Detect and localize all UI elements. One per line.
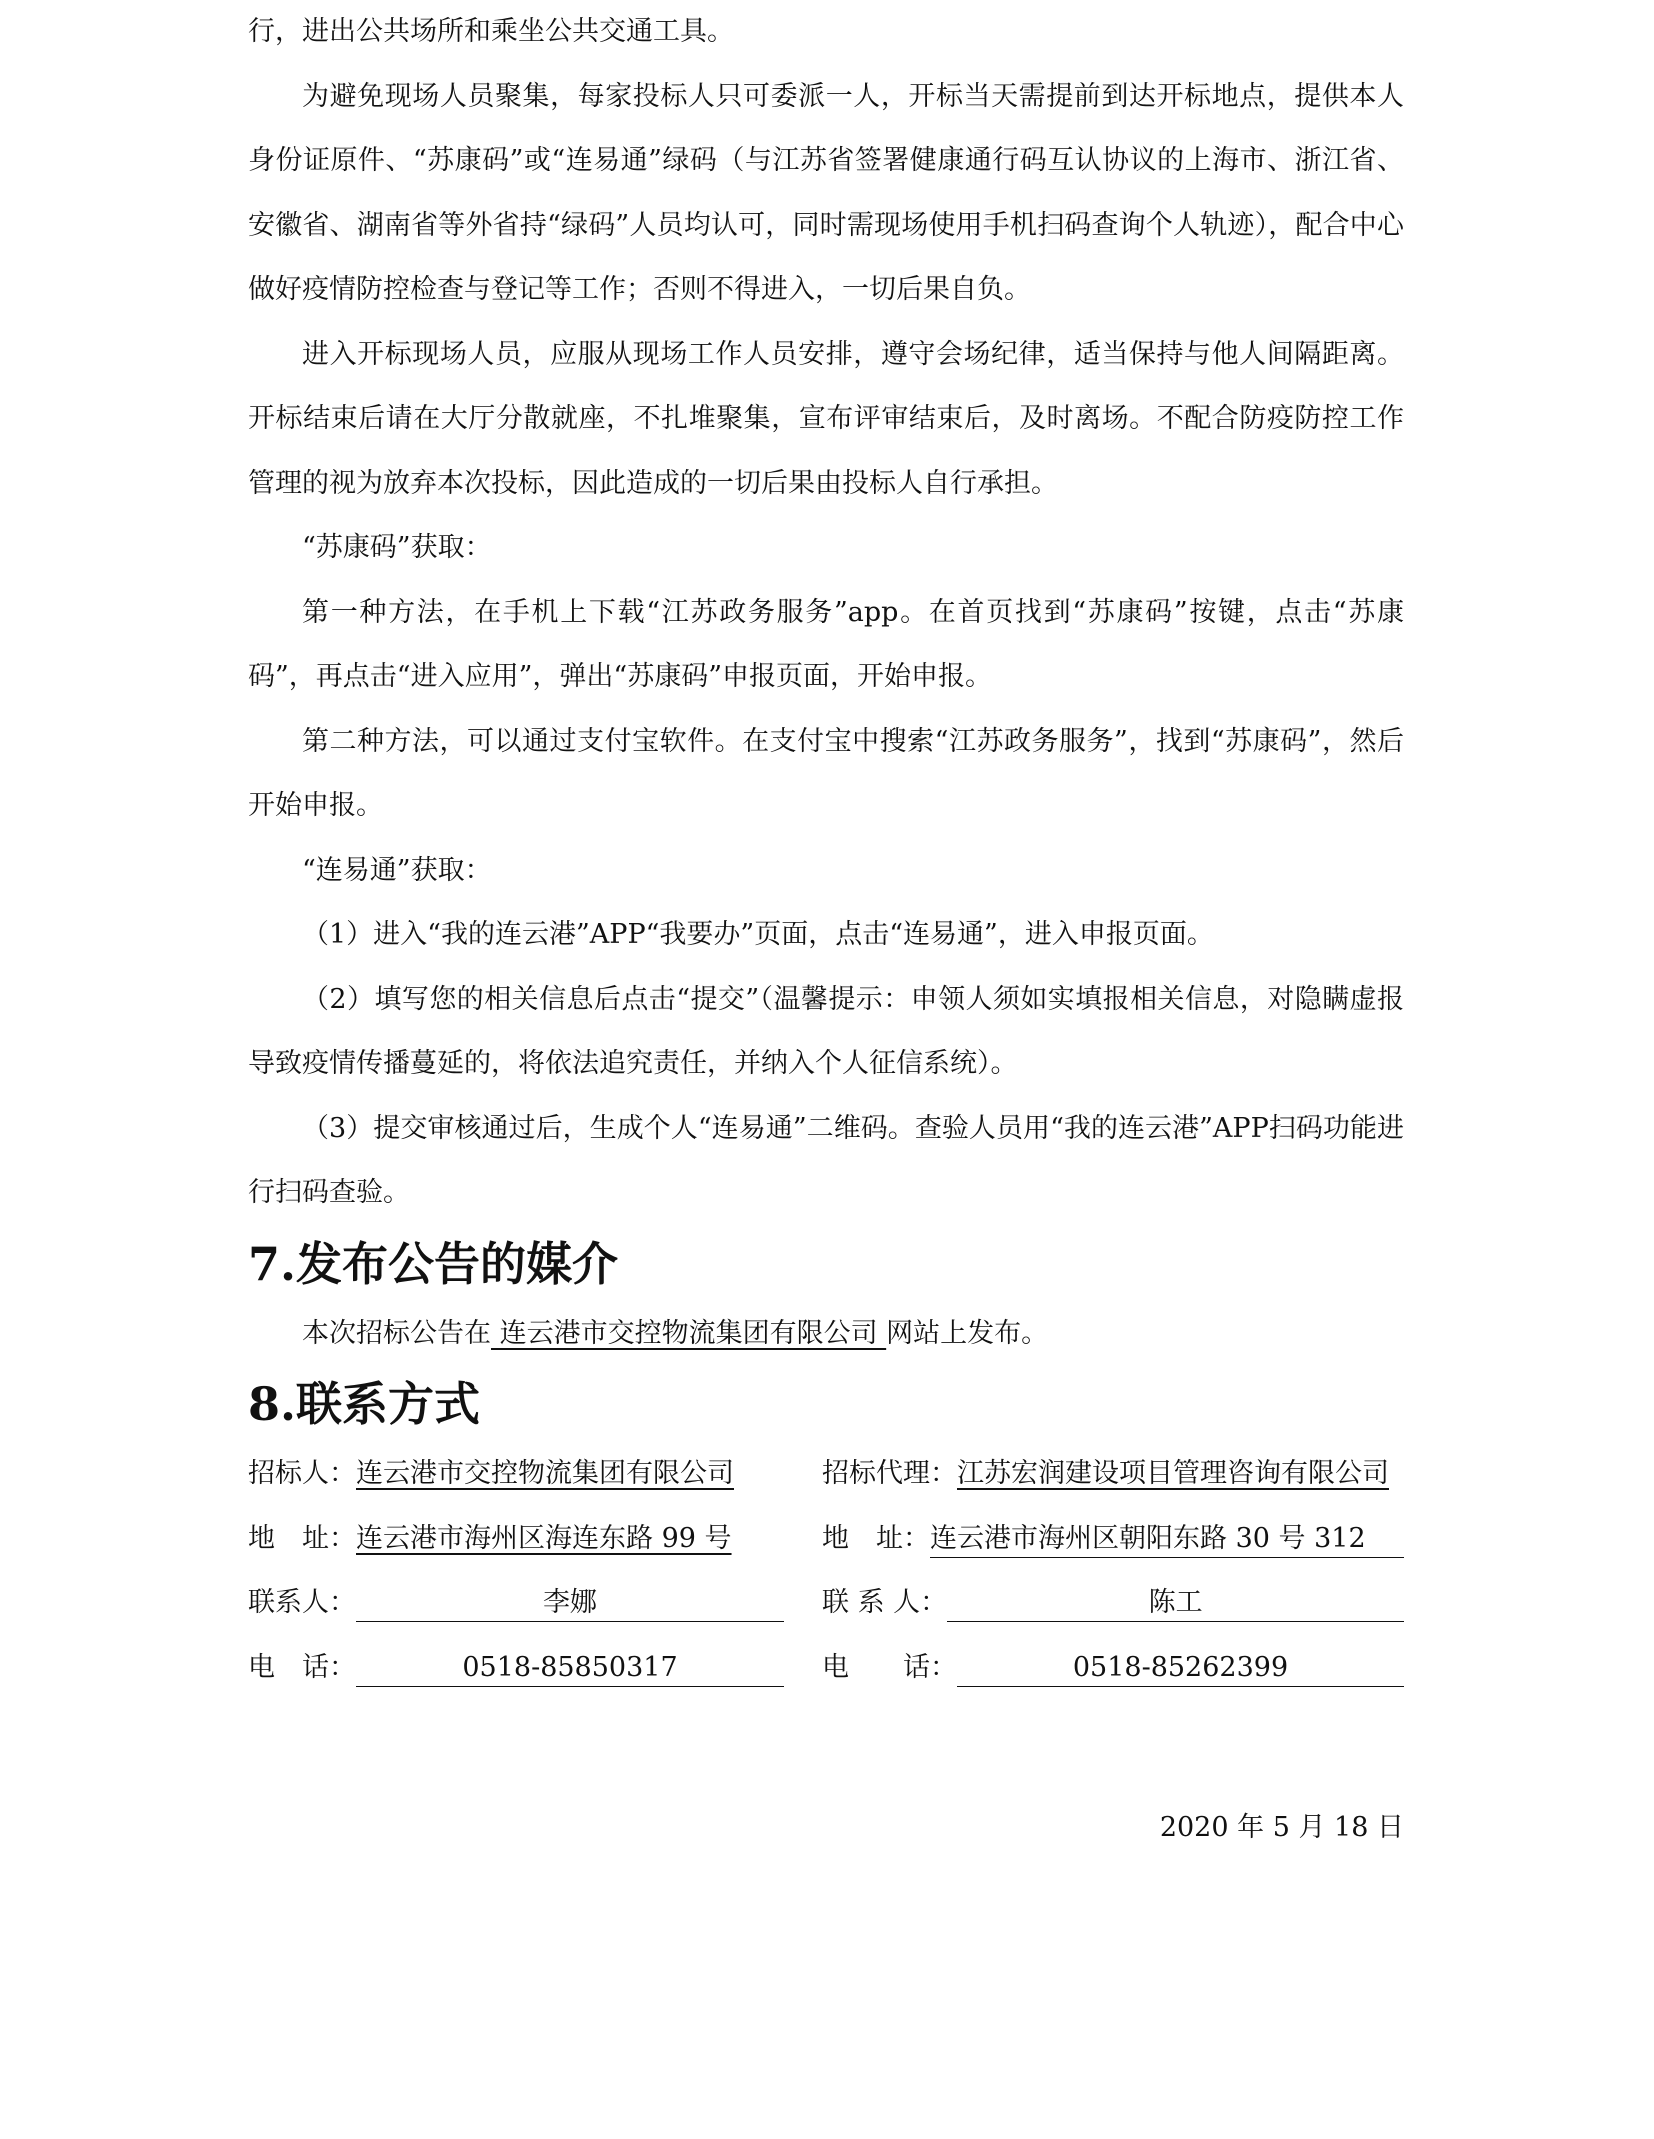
contact-right-value: 陈工: [947, 1585, 1404, 1622]
contact-table: [248, 1442, 1404, 1700]
paragraph-step-two: （2）填写您的相关信息后点击“提交”（温馨提示：申领人须如实填报相关信息，对隐瞒虚报导致疫情传播蔓延的，将依法追究责任，并纳入个人征信系统）。: [248, 983, 1404, 1079]
address-left-value: 连云港市海州区海连东路 99 号: [356, 1522, 732, 1554]
section-7-text-after: 网站上发布。: [886, 1317, 1049, 1349]
contact-left-label: 联系人：: [248, 1587, 356, 1618]
phone-left-value: 0518-85850317: [356, 1650, 784, 1687]
paragraph-continuation: 行，进出公共场所和乘坐公共交通工具。: [248, 16, 734, 47]
paragraph-crowd-avoidance: 为避免现场人员聚集，每家投标人只可委派一人，开标当天需提前到达开标地点，提供本人身份证原件、“苏康码”或“连易通”绿码（与江苏省签署健康通行码互认协议的上海市、浙江省、安徽省、湖南省等外省持“绿码”人员均认可，同时需现场使用手机扫码查询个人轨迹），配合中心做好疫情防控检查与登记等工作；否则不得进入，一切后果自负。: [248, 80, 1404, 305]
tenderer-label: 招标人：: [248, 1458, 356, 1489]
phone-left-cell: [248, 1636, 808, 1701]
section-7-text: [248, 1302, 1404, 1367]
tenderer-cell: [248, 1442, 808, 1507]
contact-left-cell: [248, 1571, 808, 1636]
contact-right-cell: [808, 1571, 1404, 1636]
address-right-cell: [808, 1507, 1404, 1572]
agent-value: 江苏宏润建设项目管理咨询有限公司: [957, 1458, 1389, 1489]
address-left-label: 地 址：: [248, 1522, 356, 1554]
contact-right-label: 联 系 人：: [822, 1587, 948, 1618]
paragraph-venue-rules: 进入开标现场人员，应服从现场工作人员安排，遵守会场纪律，适当保持与他人间隔距离。开标结束后请在大厅分散就座，不扎堆聚集，宣布评审结束后，及时离场。不配合防疫防控工作管理的视为放弃本次投标，因此造成的一切后果由投标人自行承担。: [248, 338, 1404, 499]
paragraph-sukangma-heading: “苏康码”获取：: [302, 532, 492, 563]
section-7-heading: 7.发布公告的媒介: [248, 1236, 619, 1291]
contact-left-value: 李娜: [356, 1585, 784, 1622]
paragraph-lianyitong-heading: “连易通”获取：: [302, 854, 492, 886]
address-right-value: 连云港市海州区朝阳东路 30 号 312: [930, 1521, 1404, 1558]
paragraph-step-three: （3）提交审核通过后，生成个人“连易通”二维码。查验人员用“我的连云港”APP扫码功能进行扫码查验。: [248, 1112, 1404, 1208]
address-right-label: 地 址：: [822, 1522, 930, 1554]
section-8-heading: 8.联系方式: [248, 1377, 481, 1431]
agent-cell: [808, 1442, 1404, 1507]
section-7-text-before: 本次招标公告在: [302, 1317, 491, 1349]
document-page: [248, 0, 1404, 1843]
document-date: 2020 年 5 月 18 日: [1159, 1812, 1404, 1843]
phone-left-label: 电 话：: [248, 1651, 356, 1683]
paragraph-method-two: 第二种方法，可以通过支付宝软件。在支付宝中搜索“江苏政务服务”，找到“苏康码”，然后开始申报。: [248, 725, 1404, 821]
publisher-name: 连云港市交控物流集团有限公司: [491, 1317, 887, 1349]
address-left-cell: [248, 1507, 808, 1572]
phone-right-value: 0518-85262399: [957, 1650, 1404, 1687]
paragraph-method-one: 第一种方法，在手机上下载“江苏政务服务”app。在首页找到“苏康码”按键，点击“苏康码”，再点击“进入应用”，弹出“苏康码”申报页面，开始申报。: [248, 596, 1404, 692]
phone-right-cell: [808, 1636, 1404, 1701]
agent-label: 招标代理：: [822, 1458, 957, 1489]
phone-right-label: 电 话：: [822, 1651, 957, 1683]
paragraph-step-one: （1）进入“我的连云港”APP“我要办”页面，点击“连易通”，进入申报页面。: [302, 919, 1214, 950]
tenderer-value: 连云港市交控物流集团有限公司: [356, 1458, 734, 1489]
